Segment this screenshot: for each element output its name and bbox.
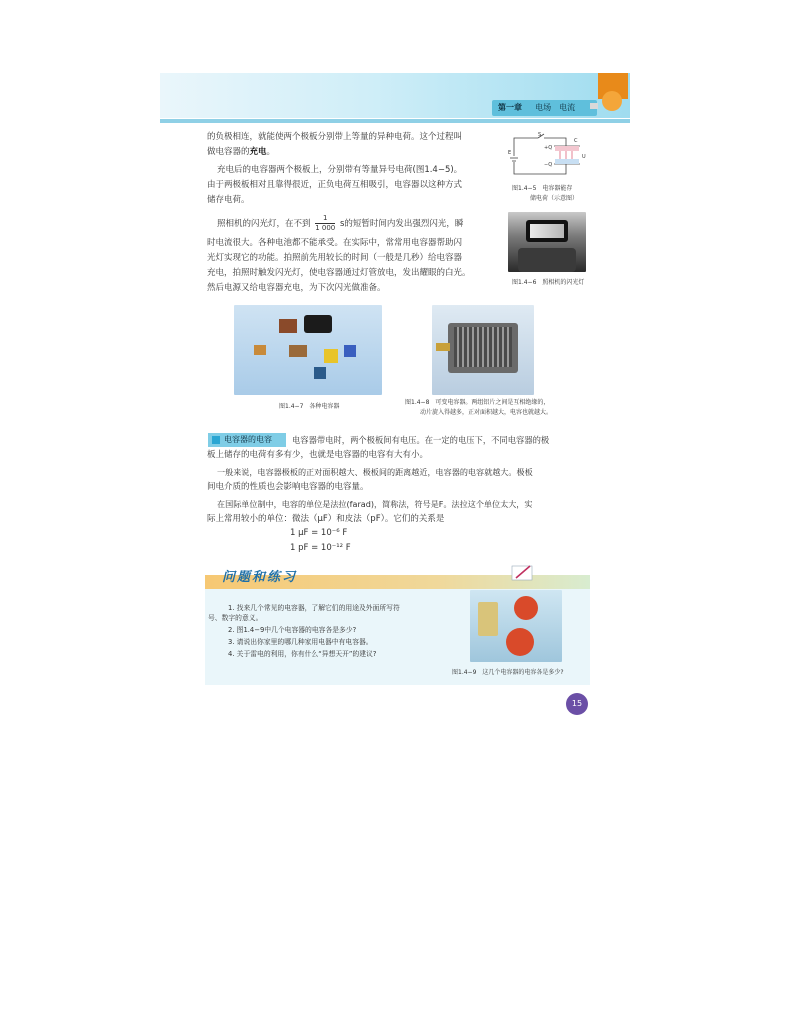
paragraph-line: 然后电源又给电容器充电，为下次闪光做准备。 — [207, 283, 386, 293]
figure-caption: 图1.4−6 照相机的闪光灯 — [512, 279, 585, 286]
label-plus-q: +Q — [544, 145, 553, 151]
chapter-title: 电场 电流 — [535, 103, 576, 112]
page-number-badge: 15 — [566, 693, 588, 715]
fraction: $\frac{1}{1 000}$ — [315, 214, 336, 232]
variable-capacitor-photo — [432, 305, 534, 395]
paragraph-line: 板上储存的电荷有多有少，也就是电容器的电容有大有小。 — [207, 450, 429, 460]
figure-caption: 储电荷（示意图） — [530, 195, 579, 202]
paragraph-line: 在国际单位制中，电容的单位是法拉(farad)，简称法，符号是F。法拉这个单位太大，实 — [217, 499, 533, 509]
figure-caption: 图1.4−9 这几个电容器的电容各是多少? — [452, 669, 564, 676]
figure-caption: 动片旋入得越多，正对面积越大，电容也就越大。 — [420, 409, 553, 416]
exercise-title: 问题和练习 — [222, 570, 298, 585]
paragraph-line: 的负极相连，就能使两个极板分别带上等量的异种电荷。这个过程叫 — [207, 132, 463, 142]
chapter-tab — [492, 100, 597, 116]
exercise-item: 3. 请说出你家里的哪几种家用电器中有电容器。 — [228, 638, 373, 646]
figure-caption: 图1.4−8 可变电容器。两组铝片之间是互相绝缘的， — [405, 399, 550, 406]
paragraph-line: 充电后的电容器两个极板上，分别带有等量异号电荷(图1.4−5)。 — [217, 165, 463, 175]
paragraph-line: 际上常用较小的单位：微法（μF）和皮法（pF）。它们的关系是 — [207, 514, 445, 524]
paragraph-line: 时电流很大。各种电池都不能承受。在实际中，常常用电容器帮助闪 — [207, 238, 463, 248]
section-heading: 电容器的电容 — [208, 433, 286, 447]
label-E: E — [508, 150, 512, 156]
formula-microfarad: 1 μF = 10⁻⁶ F — [290, 528, 348, 538]
figure-caption: 图1.4−7 各种电容器 — [279, 403, 340, 410]
formula-picofarad: 1 pF = 10⁻¹² F — [290, 543, 351, 553]
label-C: C — [574, 138, 578, 144]
label-S: S — [538, 132, 542, 138]
header-decoration-icon — [590, 73, 630, 113]
paragraph-line: 做电容器的充电。 — [207, 147, 276, 157]
pencil-icon — [510, 562, 534, 582]
ceramic-capacitors-photo — [470, 590, 562, 662]
chapter-number: 第一章 — [498, 103, 522, 112]
exercise-item: 号、数字的意义。 — [208, 614, 263, 622]
paragraph-line: 光灯实现它的功能。拍照前先用较长的时间（一般是几秒）给电容器 — [207, 253, 463, 263]
figure-caption: 图1.4−5 电容器能存 — [512, 185, 573, 192]
camera-flash-photo — [508, 212, 586, 272]
various-capacitors-photo — [234, 305, 382, 395]
exercise-item: 2. 图1.4−9中几个电容器的电容各是多少? — [228, 626, 357, 634]
label-minus-q: −Q — [544, 162, 553, 168]
label-U: U — [582, 154, 586, 160]
paragraph-line: 由于两极板相对且靠得很近，正负电荷互相吸引，电容器以这种方式 — [207, 180, 463, 190]
paragraph-line: 一般来说，电容器极板的正对面积越大、极板间的距离越近，电容器的电容就越大。极板 — [217, 467, 533, 477]
capacitor-circuit-diagram — [508, 132, 588, 180]
header-rule — [160, 119, 630, 123]
paragraph-line: 电容器带电时，两个极板间有电压。在一定的电压下，不同电容器的极 — [292, 435, 550, 445]
paragraph-line: 间电介质的性质也会影响电容器的电容量。 — [207, 482, 369, 492]
term-charging: 充电 — [249, 147, 267, 157]
paragraph-line: 充电，拍照时触发闪光灯，使电容器通过灯管放电，发出耀眼的白光。 — [207, 268, 471, 278]
paragraph-line: 储存电荷。 — [207, 195, 250, 205]
exercise-item: 1. 找来几个常见的电容器，了解它们的用途及外面所写符 — [228, 604, 400, 612]
exercise-item: 4. 关于雷电的利用，你有什么“异想天开”的建议? — [228, 650, 377, 658]
paragraph-line: 照相机的闪光灯，在不到 $\frac{1}{1 000}$ s的短暂时间内发出强烈闪光，瞬 — [217, 214, 464, 232]
